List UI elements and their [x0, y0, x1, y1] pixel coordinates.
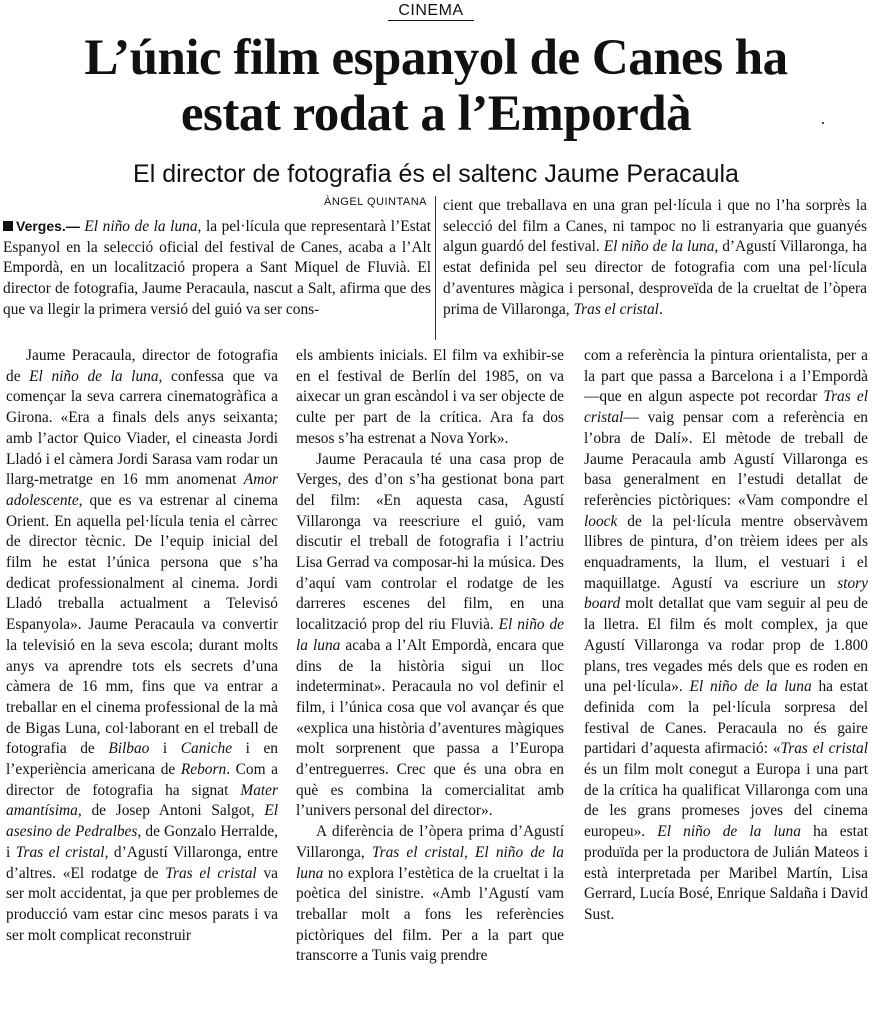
- dateline: Verges.—: [16, 218, 80, 234]
- text-run: , d’Agustí Villaronga, entre d’altres. «El rodatge de: [6, 843, 279, 882]
- italic-title: El niño de la luna: [296, 616, 564, 654]
- text-run: acaba a l’Alt Empordà, encara que dins de la història sigui un lloc indeterminat». Peracaula no vol definir el film, i l’única cosa que vol avançar és que «explica una història d’aventures màgiques molt sorprenent que passa a l’Europa d’entreguerres. Crec que és una obra en què es combina la comercialitat amb l’univers personal del director».: [296, 636, 564, 820]
- italic-title: Tras el cristal: [165, 864, 257, 882]
- text-run: no explora l’estètica de la crueltat i la poètica del sinistre. «Amb l’Agustí vam treballar molt a fons les referències pictòriques del film. Per a la part que transcorre a Tunis vaig prendre: [296, 864, 564, 965]
- text-run: , confessa que va començar la seva carrera cinematogràfica a Girona. «Era a finals dels anys seixanta; amb l’actor Quico Viader, el cineasta Jordi Lladó i el càmera Jordi Sarasa vam rodar un llarg-metratge en 16 mm anomenat: [6, 367, 278, 489]
- italic-title: El niño de la luna: [29, 367, 159, 385]
- text-run: , d’Agustí Villaronga, ha estat definida pel seu director de fotografia com una pel·lícula d’aventures màgica i personal, desproveïda de la crueltat de l’òpera prima de Villaronga,: [443, 238, 867, 318]
- italic-title: El asesino de Pedralbes: [6, 802, 278, 841]
- text-run: .: [658, 300, 663, 318]
- text-run: de la pel·lícula mentre observàvem llibres de pintura, d’on trèiem idees per als enquadraments, la llum, el vestuari i el maquillatge. Agustí va escriure un: [584, 512, 868, 592]
- text-run: i: [149, 740, 181, 758]
- italic-title: Tras el cristal: [573, 300, 659, 318]
- italic-title: El niño de la luna: [689, 678, 812, 696]
- subtitle: El director de fotografia és el saltenc Jaume Peracaula: [133, 160, 739, 188]
- italic-title: Bilbao: [108, 740, 150, 758]
- italic-title: Caniche: [180, 740, 233, 758]
- intro-right-column: [443, 196, 867, 320]
- body-column-3: [584, 346, 868, 926]
- text-run: , de Josep Antoni Salgot,: [77, 802, 265, 820]
- text-run: ha estat definida com la pel·lícula sorpresa del festival de Canes. Peracaula no és gaire partidari d’aquesta afirmació: «: [584, 678, 868, 758]
- italic-title: El niño de la luna: [657, 823, 801, 841]
- text-run: cient que treballava en una gran pel·lícula i que no l’ha sorprès la selecció del film a Canes, ni tampoc no li estranyaria que guanyés algun guardó del festival.: [443, 197, 867, 256]
- italic-title: Tras el cristal: [584, 388, 868, 427]
- column-divider: [435, 196, 436, 340]
- italic-title: Tras el cristal: [780, 740, 868, 758]
- text-run: , de Gonzalo Herralde, i: [6, 823, 278, 861]
- italic-title: story board: [584, 574, 868, 613]
- italic-title: Amor adolescente: [6, 471, 278, 509]
- text-run: i en l’experiència americana de: [6, 740, 278, 779]
- text-run: Jaume Peracaula, director de fotografia de: [6, 347, 278, 385]
- text-run: és un film molt conegut a Europa i una part de la crítica ha qualificat Villaronga com una de les grans promeses joves del cinema europeu».: [584, 761, 868, 841]
- italic-title: Reborn: [180, 761, 227, 779]
- bullet-square-icon: [3, 221, 13, 231]
- text-run: — vaig pensar com a referència en l’obra de Dalí». El mètode de treball de Jaume Peracaula amb Agustí Villaronga es basa generalment en l’estudi detallat de referències pictòriques: «Vam compondre el: [584, 409, 868, 509]
- text-run: , la pel·lícula que representarà l’Estat Espanyol en la selecció oficial del festival de Canes, acaba a l’Alt Empordà, en un localització propera a Sant Miquel de Fluvià. El director de fotografia, Jaume Peracaula, nascut a Salt, afirma que des que va llegir la primera versió del guió va ser cons-: [3, 218, 431, 318]
- intro-right-text: [443, 196, 867, 320]
- italic-title: loock: [584, 512, 618, 530]
- italic-title: Tras el cristal: [15, 843, 105, 861]
- headline: [0, 30, 872, 142]
- byline: ÀNGEL QUINTANA: [324, 196, 427, 208]
- italic-title: Tras el cristal: [371, 843, 465, 861]
- body-column-2: [296, 346, 564, 967]
- italic-title: El niño de la luna: [296, 843, 564, 882]
- text-run: A diferència de l’òpera prima d’Agustí Villaronga,: [296, 823, 564, 861]
- body-paragraph: [296, 450, 564, 823]
- body-paragraph: [584, 346, 868, 926]
- italic-title: El niño de la luna: [603, 238, 715, 256]
- text-run: . Com a director de fotografia ha signat: [6, 761, 278, 799]
- print-speck: [822, 122, 824, 124]
- text-run: ,: [464, 843, 476, 861]
- text-run: els ambients inicials. El film va exhibir-se en el festival de Berlín del 1985, on va aixecar un gran escàndol i va ser objecte de culte per part de la crítica. Ara fa dos mesos s’ha estrenat a Nova York».: [296, 347, 564, 447]
- body-column-1: [6, 346, 278, 946]
- italic-title: Mater amantísima: [6, 781, 278, 820]
- text-run: , que es va estrenar al cinema Orient. En aquella pel·lícula tenia el càrrec de director tècnic. De l’equip inicial del film he estat l’única persona que s’ha dedicat professionalment al cinema. Jordi Lladó treballa actualment a Televisó Espanyola». Jaume Peracaula va convertir la televisió en la seva escola; durant molts anys va aprendre tots els secrets d’una càmera de 16 mm, fins que va entrar a treballar en el cinema professional de la mà de Bigas Luna, col·laborant en el treball de fotografia de: [6, 491, 278, 758]
- text-run: molt detallat que vam seguir al peu de la lletra. El film és molt complex, ja que Agustí Villaronga va rodar prop de 1.800 plans, tres vegades més dels que es roden en una pel·lícula».: [584, 595, 868, 696]
- text-run: va ser molt accidentat, ja que per problemes de producció vam estar cinc mesos parats i va ser molt complicat reconstruir: [6, 864, 278, 944]
- body-paragraph: [296, 346, 564, 450]
- text-run: Jaume Peracaula té una casa prop de Verges, des d’on s’ha gestionat bona part del film: «En aquesta casa, Agustí Villaronga va reescriure el guió, vam discutir el treball de fotografia i l’actriu Lisa Gerrad va composar-hi la música. Des d’aquí vam controlar el rodatge de les darreres escenes del film, en una localització prop del riu Fluvià.: [296, 450, 564, 634]
- headline-line-1: L’únic film espanyol de Canes ha: [84, 30, 788, 86]
- intro-left-column: [3, 216, 431, 321]
- intro-paragraph: [3, 216, 431, 321]
- text-run: com a referència la pintura orientalista, per a la part que passa a Barcelona i a l’Empordà —que en algun aspecte pot recordar: [584, 347, 868, 406]
- body-paragraph: [296, 822, 564, 967]
- body-paragraph: [6, 346, 278, 946]
- text-run: ha estat produïda per la productora de Julián Mateos i està interpretada per Maribel Martín, Lisa Gerrard, Lucía Bosé, Enrique Saldaña i David Sust.: [584, 823, 868, 923]
- section-label: CINEMA: [388, 2, 474, 21]
- italic-title: El niño de la luna: [84, 218, 198, 235]
- headline-line-2: estat rodat a l’Empordà: [180, 86, 692, 142]
